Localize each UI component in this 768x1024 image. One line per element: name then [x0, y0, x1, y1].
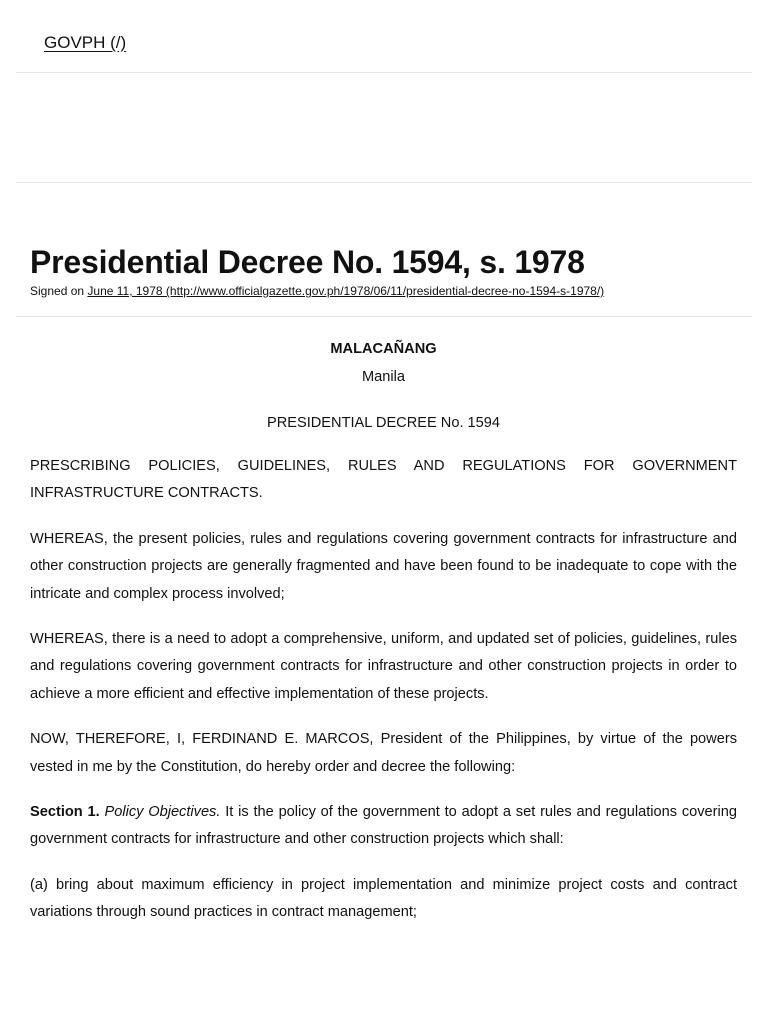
whereas-clause: WHEREAS, the present policies, rules and regulations covering government contracts for infrastructure and other construction projects are generally fragmented and have been found to be inadequate to cope with the intricate and complex process involved;: [30, 530, 737, 602]
section-1: [30, 799, 737, 854]
city-heading: Manila: [362, 369, 405, 385]
section-item-a: (a) bring about maximum efficiency in project implementation and minimize project costs and contract variations through sound practices in contract management;: [30, 876, 737, 921]
banner-space: [16, 73, 752, 183]
signed-line: [30, 283, 738, 299]
section-text: It is the policy of the government to adopt a set rules and regulations covering government contracts for infrastructure and other construction projects which shall:: [30, 804, 738, 848]
whereas-clause: WHEREAS, there is a need to adopt a comprehensive, uniform, and updated set of policies, guidelines, rules and regulations covering government contracts for infrastructure and other construction projects in order to achieve a more efficient and effective implementation of these projects.: [30, 631, 737, 702]
office-heading: MALACAÑANG: [330, 341, 437, 357]
page-title: Presidential Decree No. 1594, s. 1978: [30, 244, 585, 280]
top-bar: [16, 0, 752, 73]
decree-number: PRESIDENTIAL DECREE No. 1594: [266, 415, 501, 431]
govph-link[interactable]: GOVPH (/): [44, 33, 127, 52]
title-block: [16, 183, 752, 317]
section-label: Section 1.: [30, 804, 100, 821]
decree-subject: PRESCRIBING POLICIES, GUIDELINES, RULES AND REGULATIONS FOR GOVERNMENT INFRASTRUCTURE CONTRACTS.: [30, 458, 737, 502]
signed-date-link[interactable]: June 11, 1978 (http://www.officialgazette.gov.ph/1978/06/11/presidential-decree-no-1594-s-1978/): [87, 284, 605, 298]
decree-body: [0, 338, 768, 927]
signed-prefix: Signed on: [30, 284, 85, 298]
section-title: Policy Objectives.: [104, 804, 221, 821]
enacting-clause: NOW, THEREFORE, I, FERDINAND E. MARCOS, President of the Philippines, by virtue of the powers vested in me by the Constitution, do hereby order and decree the following:: [30, 731, 737, 775]
